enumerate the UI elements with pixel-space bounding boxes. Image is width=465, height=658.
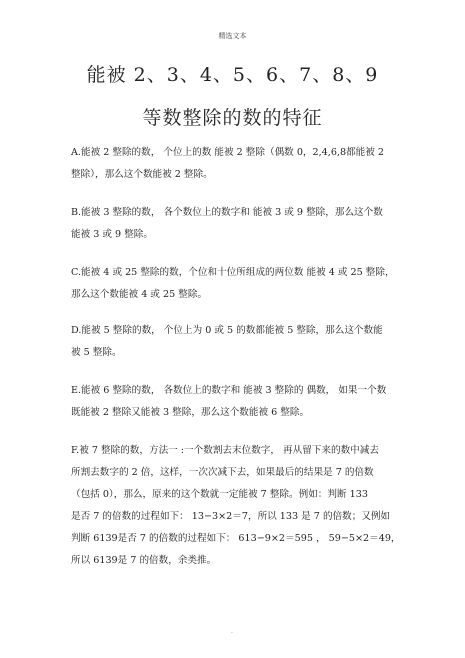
section-b-line-2: 能被 3 或 9 整除。 (71, 229, 153, 240)
section-f-line-2: 所割去数字的 2 倍，这样，一次次减下去，如果最后的结果是 7 的倍数 (71, 467, 374, 478)
section-c (71, 262, 401, 306)
section-f-line-5: 判断 6139是否 7 的倍数的过程如下： 613−9×2＝595 ， 59−5×2＝49， (71, 533, 401, 544)
section-b-line-1: B.能被 3 整除的数， 各个数位上的数字和 能被 3 或 9 整除，那么这个数 (71, 207, 383, 218)
section-a-line-2: 整除），那么这个数能被 2 整除。 (71, 169, 213, 180)
section-b (71, 202, 401, 246)
section-d (71, 320, 401, 364)
section-e-line-1: E.能被 6 整除的数， 各数位上的数字和 能被 3 整除的 偶数， 如果一个数 (71, 385, 387, 396)
section-a-line-1: A.能被 2 整除的数， 个位上的数 能被 2 整除（偶数 0，2,4,6,8都能被 2 (71, 147, 385, 158)
section-f (71, 440, 401, 572)
section-f-line-3: （包括 0），那么，原来的这个数就一定能被 7 整除。例如：判断 133 (71, 489, 368, 500)
title-line-1: 能被 2、3、4、5、6、7、8、9 (86, 64, 379, 86)
title-line-2: 等数整除的数的特征 (142, 107, 323, 129)
section-f-line-1: F.被 7 整除的数，方法一 :一个数割去末位数字， 再从留下来的数中减去 (71, 445, 379, 456)
section-a (71, 142, 401, 186)
section-e-line-2: 既能被 2 整除又能被 3 整除，那么这个数能被 6 整除。 (71, 407, 310, 418)
section-d-line-1: D.能被 5 整除的数， 个位上为 0 或 5 的数都能被 5 整除，那么这个数能 (71, 325, 383, 336)
section-e (71, 380, 401, 424)
footer-dot: . (231, 628, 233, 635)
section-d-line-2: 被 5 整除。 (71, 347, 122, 358)
section-f-line-4: 是否 7 的倍数的过程如下： 13−3×2＝7，所以 133 是 7 的倍数；又例如 (71, 511, 391, 522)
section-c-line-2: 那么这个数能被 4 或 25 整除。 (71, 289, 208, 300)
section-c-line-1: C.能被 4 或 25 整除的数，个位和十位所组成的两位数 能被 4 或 25 整除， (71, 267, 395, 278)
section-f-line-6: 所以 6139是 7 的倍数，余类推。 (71, 555, 217, 566)
header-label: 精选文本 (218, 32, 247, 40)
